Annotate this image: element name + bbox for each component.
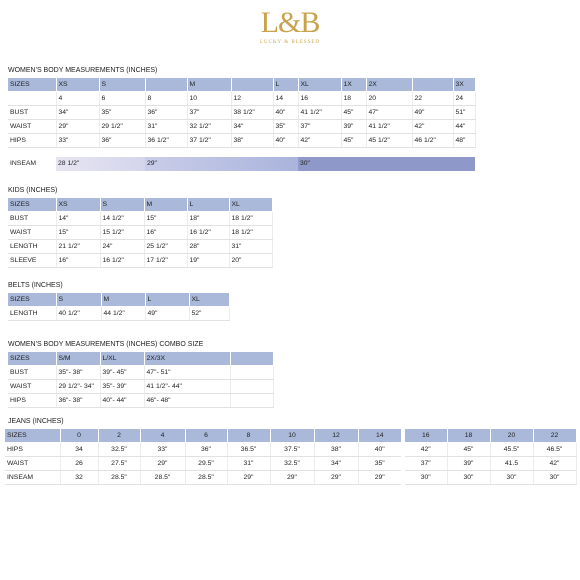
inseam-bar — [8, 157, 475, 171]
table-cell: 36" — [99, 134, 145, 148]
table-cell: 35"- 39" — [100, 380, 144, 394]
womens-row-bust — [8, 106, 475, 120]
table-cell: 37 1/2" — [187, 134, 231, 148]
table-cell: 30" — [490, 471, 533, 485]
table-cell: 29" — [314, 471, 358, 485]
table-cell: 37.5" — [270, 443, 314, 457]
table-cell: 39" — [447, 457, 490, 471]
table-cell: 39"- 45" — [100, 366, 144, 380]
combo-row-waist — [8, 380, 273, 394]
table-cell: 24 — [453, 92, 475, 106]
table-cell: 10 — [187, 92, 231, 106]
table-cell: 2X/3X — [144, 352, 230, 366]
kids-row-waist — [8, 226, 272, 240]
row-label: SIZES — [8, 352, 56, 366]
table-cell: 36"- 38" — [56, 394, 100, 408]
row-label: HIPS — [8, 394, 56, 408]
table-cell: 19" — [187, 254, 229, 268]
belts-row-length — [8, 307, 229, 321]
table-cell: 41 1/2"- 44" — [144, 380, 230, 394]
kids-header-row — [8, 198, 272, 212]
table-cell: 48" — [453, 134, 475, 148]
table-cell: 29" — [56, 120, 99, 134]
table-cell: 20 — [366, 92, 412, 106]
table-cell: 12 — [231, 92, 273, 106]
table-cell: XL — [229, 198, 272, 212]
table-cell: 14" — [56, 212, 100, 226]
kids-size-table — [8, 198, 273, 268]
table-cell: 18" — [187, 212, 229, 226]
table-cell — [230, 352, 273, 366]
table-cell: 21 1/2" — [56, 240, 100, 254]
table-cell: 16 1/2" — [100, 254, 144, 268]
logo-tagline: LUCKY & BLESSED — [259, 40, 321, 45]
kids-row-sleeve — [8, 254, 272, 268]
row-label: WAIST — [8, 380, 56, 394]
row-label: INSEAM — [5, 471, 60, 485]
combo-title: WOMEN'S BODY MEASUREMENTS (INCHES) COMBO SIZE — [8, 341, 204, 348]
table-cell: 8 — [227, 429, 270, 443]
womens-title: WOMEN'S BODY MEASUREMENTS (INCHES) — [8, 67, 158, 74]
table-cell: 37" — [298, 120, 341, 134]
table-cell: 16 — [298, 92, 341, 106]
row-label: SIZES — [8, 293, 56, 307]
row-label: SIZES — [8, 198, 56, 212]
table-cell: 49" — [145, 307, 189, 321]
table-cell: 28.5" — [98, 471, 140, 485]
table-cell: 47" — [366, 106, 412, 120]
table-cell: 33" — [56, 134, 99, 148]
table-cell: 38" — [231, 134, 273, 148]
table-cell: 29 1/2"- 34" — [56, 380, 100, 394]
jeans-row-inseam — [5, 471, 576, 485]
table-cell: 29 1/2" — [99, 120, 145, 134]
table-cell: 40"- 44" — [100, 394, 144, 408]
table-cell: 32 — [60, 471, 98, 485]
row-label: LENGTH — [8, 240, 56, 254]
row-label: HIPS — [8, 134, 56, 148]
table-cell: 6 — [185, 429, 227, 443]
table-cell: 41 1/2" — [366, 120, 412, 134]
table-cell: 29" — [270, 471, 314, 485]
table-cell: 10 — [270, 429, 314, 443]
table-cell: 16" — [144, 226, 187, 240]
row-label: BUST — [8, 212, 56, 226]
table-cell: 22 — [412, 92, 453, 106]
table-cell: XL — [298, 78, 341, 92]
table-cell: 30" — [403, 471, 447, 485]
table-cell: 52" — [189, 307, 229, 321]
table-cell: S — [100, 198, 144, 212]
womens-sizes-row — [8, 92, 475, 106]
row-label: WAIST — [8, 120, 56, 134]
logo-mark: L&B — [260, 6, 320, 39]
inseam-label: INSEAM — [8, 157, 56, 171]
table-cell: L — [273, 78, 298, 92]
womens-header-row — [8, 78, 475, 92]
table-cell: 24" — [100, 240, 144, 254]
table-cell: 6 — [99, 92, 145, 106]
table-cell: 18 — [341, 92, 366, 106]
table-cell: 12 — [314, 429, 358, 443]
table-cell: 14 1/2" — [100, 212, 144, 226]
table-cell: S — [99, 78, 145, 92]
table-cell: 18 — [447, 429, 490, 443]
belts-size-table — [8, 293, 230, 321]
table-cell: 34" — [231, 120, 273, 134]
table-cell: 15" — [56, 226, 100, 240]
table-cell: L — [187, 198, 229, 212]
jeans-row-waist — [5, 457, 576, 471]
table-cell: 46 1/2" — [412, 134, 453, 148]
table-cell: 26 — [60, 457, 98, 471]
row-label: SIZES — [5, 429, 60, 443]
table-cell: 45" — [341, 134, 366, 148]
row-label: SLEEVE — [8, 254, 56, 268]
table-cell: 28.5" — [185, 471, 227, 485]
table-cell: 45.5" — [490, 443, 533, 457]
table-cell: 32.5" — [270, 457, 314, 471]
table-cell: XL — [189, 293, 229, 307]
table-cell: 36.5" — [227, 443, 270, 457]
combo-row-hips — [8, 394, 273, 408]
table-cell: 15 1/2" — [100, 226, 144, 240]
row-label: WAIST — [5, 457, 60, 471]
table-cell: 2 — [98, 429, 140, 443]
kids-row-bust — [8, 212, 272, 226]
table-cell: 44" — [453, 120, 475, 134]
table-cell: 16" — [56, 254, 100, 268]
table-cell: 8 — [145, 92, 187, 106]
table-cell: 40 1/2" — [56, 307, 101, 321]
table-cell: 40" — [273, 106, 298, 120]
table-cell: 28" — [187, 240, 229, 254]
table-cell: 16 1/2" — [187, 226, 229, 240]
jeans-title: JEANS (INCHES) — [8, 418, 64, 425]
table-cell: 35"- 38" — [56, 366, 100, 380]
table-cell: 29" — [227, 471, 270, 485]
table-cell: L/XL — [100, 352, 144, 366]
table-cell: 37" — [403, 457, 447, 471]
table-cell: 45 1/2" — [366, 134, 412, 148]
table-cell: 40" — [273, 134, 298, 148]
table-cell: 20" — [229, 254, 272, 268]
table-cell: 42" — [298, 134, 341, 148]
table-cell: 38" — [314, 443, 358, 457]
table-cell: 41.5 — [490, 457, 533, 471]
table-cell: 36" — [145, 106, 187, 120]
table-cell: 36 1/2" — [145, 134, 187, 148]
table-cell — [230, 366, 273, 380]
jeans-row-hips — [5, 443, 576, 457]
table-cell: 16 — [403, 429, 447, 443]
table-cell: 25 1/2" — [144, 240, 187, 254]
womens-size-table — [8, 78, 476, 148]
jeans-header-row — [5, 429, 576, 443]
table-cell: 32.5" — [98, 443, 140, 457]
row-label — [8, 92, 56, 106]
table-cell: 47"- 51" — [144, 366, 230, 380]
table-cell: M — [144, 198, 187, 212]
table-cell: 18 1/2" — [229, 212, 272, 226]
table-cell: 30" — [533, 471, 576, 485]
row-label: BUST — [8, 106, 56, 120]
table-cell: 51" — [453, 106, 475, 120]
table-cell: 46.5" — [533, 443, 576, 457]
table-cell: 42" — [412, 120, 453, 134]
table-cell: 33" — [140, 443, 185, 457]
table-cell: 29.5" — [185, 457, 227, 471]
brand-logo — [0, 8, 580, 45]
table-cell: 34 — [60, 443, 98, 457]
table-cell: 40" — [358, 443, 403, 457]
table-cell: XS — [56, 198, 100, 212]
belts-title: BELTS (INCHES) — [8, 282, 63, 289]
table-cell: 15" — [144, 212, 187, 226]
table-cell: 37" — [187, 106, 231, 120]
table-cell: XS — [56, 78, 99, 92]
inseam-long: 30" — [298, 157, 475, 171]
table-cell — [231, 78, 273, 92]
table-cell: 27.5" — [98, 457, 140, 471]
table-cell: 45" — [447, 443, 490, 457]
kids-title: KIDS (INCHES) — [8, 187, 58, 194]
table-cell: 41 1/2" — [298, 106, 341, 120]
table-cell: 45" — [341, 106, 366, 120]
table-cell: 35" — [273, 120, 298, 134]
inseam-regular: 29" — [145, 157, 298, 171]
jeans-size-table — [5, 429, 577, 485]
table-cell: 3X — [453, 78, 475, 92]
table-cell: 42" — [533, 457, 576, 471]
table-cell: S — [56, 293, 101, 307]
table-cell — [230, 380, 273, 394]
table-cell: 14 — [273, 92, 298, 106]
table-cell — [230, 394, 273, 408]
table-cell: 49" — [412, 106, 453, 120]
table-cell: 44 1/2" — [101, 307, 145, 321]
row-label: SIZES — [8, 78, 56, 92]
table-cell: 39" — [341, 120, 366, 134]
table-cell: 35" — [99, 106, 145, 120]
table-cell: M — [187, 78, 231, 92]
inseam-short: 28 1/2" — [56, 157, 145, 171]
table-cell: 4 — [140, 429, 185, 443]
table-cell — [412, 78, 453, 92]
table-cell: 18 1/2" — [229, 226, 272, 240]
womens-row-waist — [8, 120, 475, 134]
table-cell: 32 1/2" — [187, 120, 231, 134]
table-cell: 31" — [227, 457, 270, 471]
table-cell: 29" — [358, 471, 403, 485]
table-cell: 42" — [403, 443, 447, 457]
belts-header-row — [8, 293, 229, 307]
row-label: BUST — [8, 366, 56, 380]
combo-size-table — [8, 352, 274, 408]
row-label: LENGTH — [8, 307, 56, 321]
table-cell — [145, 78, 187, 92]
table-cell: 35" — [358, 457, 403, 471]
table-cell: 20 — [490, 429, 533, 443]
table-cell: 29" — [140, 457, 185, 471]
table-cell: S/M — [56, 352, 100, 366]
table-cell: 14 — [358, 429, 403, 443]
row-label: HIPS — [5, 443, 60, 457]
table-cell: 34" — [314, 457, 358, 471]
table-cell: 1X — [341, 78, 366, 92]
table-cell: 0 — [60, 429, 98, 443]
table-cell: L — [145, 293, 189, 307]
row-label: WAIST — [8, 226, 56, 240]
table-cell: 22 — [533, 429, 576, 443]
table-cell: 17 1/2" — [144, 254, 187, 268]
table-cell: 38 1/2" — [231, 106, 273, 120]
table-cell: 30" — [447, 471, 490, 485]
table-cell: 4 — [56, 92, 99, 106]
table-cell: 31" — [145, 120, 187, 134]
kids-row-length — [8, 240, 272, 254]
womens-row-hips — [8, 134, 475, 148]
table-cell: 2X — [366, 78, 412, 92]
table-cell: 34" — [56, 106, 99, 120]
table-cell: M — [101, 293, 145, 307]
table-cell: 28.5" — [140, 471, 185, 485]
table-cell: 46"- 48" — [144, 394, 230, 408]
table-cell: 36" — [185, 443, 227, 457]
combo-row-bust — [8, 366, 273, 380]
table-cell: 31" — [229, 240, 272, 254]
combo-header-row — [8, 352, 273, 366]
